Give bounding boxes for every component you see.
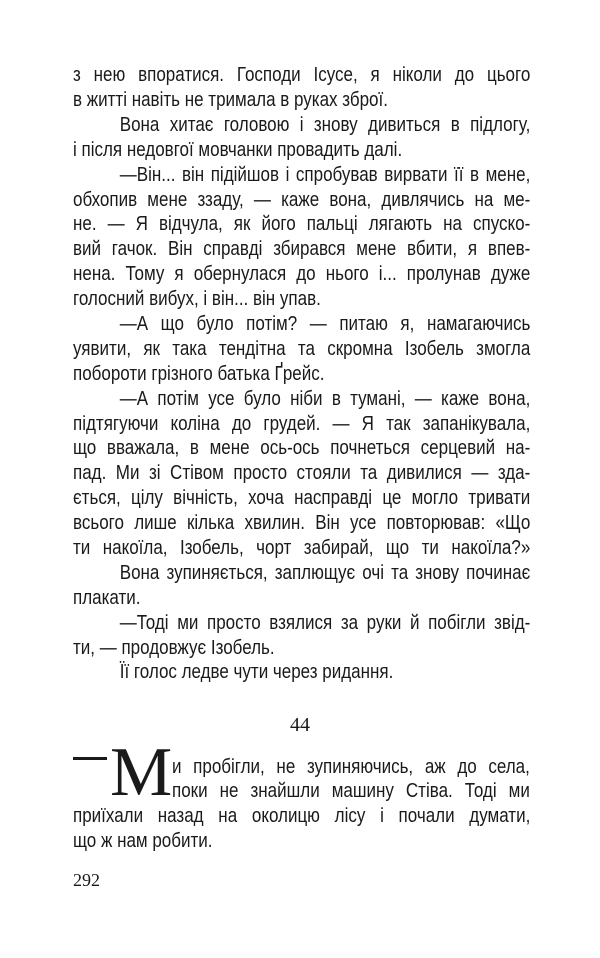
page-number: 292 <box>73 870 100 890</box>
text-line: пад. Ми зі Стівом просто стояли та дивилися — зда- <box>73 462 531 484</box>
text-line: и пробігли, не зупиняючись, аж до села, <box>172 756 530 778</box>
text-line: —А що було потім? — питаю я, намагаючись <box>119 313 531 335</box>
text-line: побороти грізного батька Ґрейс. <box>73 363 325 385</box>
text-line: ється, цілу вічність, хоча насправді це могло тривати <box>73 487 531 509</box>
text-line: ти, — продовжує Ізобель. <box>73 637 275 659</box>
text-line: плакати. <box>73 587 141 609</box>
text-line: не. — Я відчула, як його пальці лягають на спуско- <box>73 213 531 235</box>
text-line: Вона хитає головою і знову дивиться в підлогу, <box>119 114 531 136</box>
text-line: обхопив мене ззаду, — каже вона, дивлячись на ме- <box>73 189 531 211</box>
text-line: Вона зупиняється, заплющує очі та знову починає <box>119 562 531 584</box>
drop-cap-dash <box>73 757 107 760</box>
text-line: поки не знайшли машину Стіва. Тоді ми <box>172 780 530 802</box>
drop-cap-letter: М <box>110 734 173 811</box>
text-line: що ж нам робити. <box>73 830 213 852</box>
text-line: вий гачок. Він справді збирався мене вбити, я впев- <box>73 238 531 260</box>
text-line: що вважала, в мене ось-ось почнеться серцевий на- <box>73 437 531 459</box>
text-line: з нею впоратися. Господи Ісусе, я ніколи до цього <box>73 64 531 86</box>
text-line: нена. Тому я обернулася до нього і... пролунав дуже <box>73 263 531 285</box>
text-line: —Тоді ми просто взялися за руки й побігли звід- <box>119 612 531 634</box>
text-line: ти накоїла, Ізобель, чорт забирай, що ти накоїла?» <box>73 537 531 559</box>
text-line: в житті навіть не тримала в руках зброї. <box>73 89 388 111</box>
text-line: —Він... він підійшов і спробував вирвати її в мене, <box>119 164 531 186</box>
text-line: уявити, як така тендітна та скромна Ізобель змогла <box>73 338 531 360</box>
text-line: голосний вибух, і він... він упав. <box>73 288 321 310</box>
text-line: підтягуючи коліна до грудей. — Я так запанікувала, <box>73 413 531 435</box>
text-line: всього лише кілька хвилин. Він усе повторював: «Що <box>73 512 531 534</box>
text-line: і після недовгої мовчанки провадить далі. <box>73 139 403 161</box>
text-line: —А потім усе було ніби в тумані, — каже вона, <box>119 388 531 410</box>
text-line: Її голос ледве чути через ридання. <box>119 661 394 683</box>
text-line: приїхали назад на околицю лісу і почали думати, <box>73 805 531 827</box>
chapter-number: 44 <box>290 714 310 736</box>
